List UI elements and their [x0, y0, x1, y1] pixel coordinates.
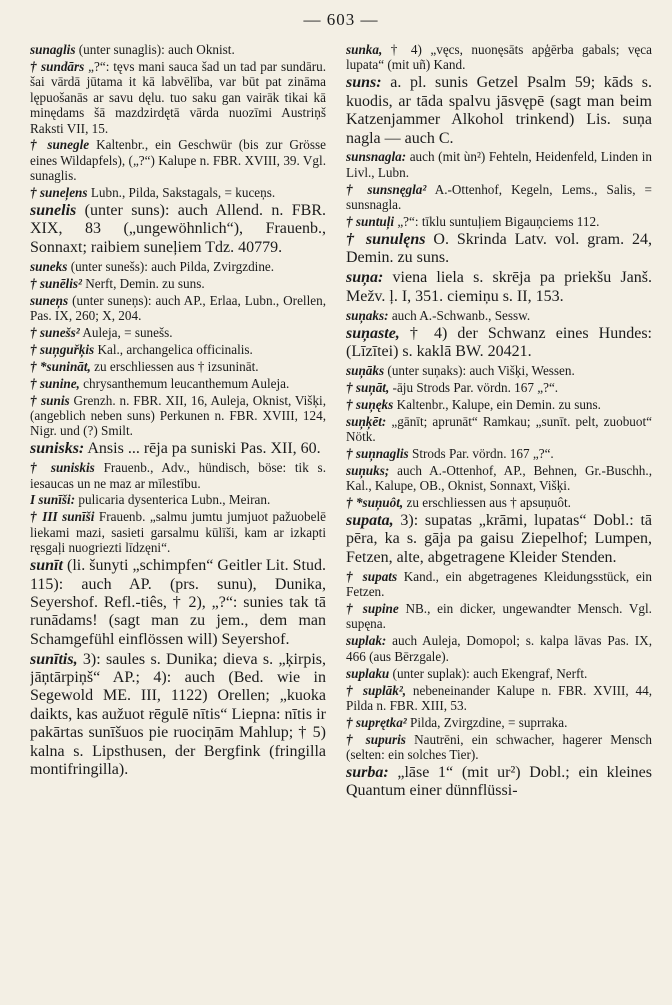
entry-definition: Grenzh. n. FBR. XII, 16, Auleja, Oknist, Višķi, (angeblich neben suns) Perkunen n. FBR. XVIII, 124, Nigr. und (?) Smilt.: [30, 392, 326, 439]
entry-headword: † sunsnęgla²: [346, 181, 427, 197]
entry-definition: Frauenb. „salmu jumtu jumjuot pažuobelē liekami mazi, sasieti garsalmu kūlīši, kam ar izkapti ręsgaļi nuogriezti līdzęni“.: [30, 509, 326, 556]
dictionary-entry: [30, 440, 326, 458]
entry-definition: Auleja, = sunešs.: [79, 324, 173, 340]
dictionary-entry: [346, 683, 652, 714]
dictionary-entry: [346, 182, 652, 213]
right-column: [346, 42, 652, 1002]
dictionary-entry: [346, 495, 652, 510]
dictionary-entry: [346, 569, 652, 600]
entry-headword: † sunulęns: [346, 230, 426, 248]
entry-definition: Nerft, Demin. zu suns.: [81, 275, 205, 291]
entry-headword: † suprętka²: [346, 714, 407, 730]
entry-headword: suplak:: [346, 633, 387, 649]
entry-headword: † suņnaglis: [346, 445, 409, 461]
entry-definition: „?“: tīklu suntuļiem Bigauņciems 112.: [394, 214, 600, 230]
entry-headword: † suņāt,: [346, 379, 390, 395]
dictionary-entry: [30, 42, 326, 57]
entry-definition: auch Auleja, Domopol; s. kalpa lāvas Pas. IX, 466 (aus Bērzgale).: [346, 633, 652, 664]
dictionary-entry: [30, 325, 326, 340]
entry-definition: (unter suns): auch Allend. n. FBR. XIX, 83 („ungewöhnlich“), Frauenb., Sonnaxt; raibiem suneļiem Tdz. 40779.: [30, 202, 326, 256]
entry-definition: (unter suplak): auch Ekengraf, Nerft.: [389, 665, 588, 681]
dictionary-entry: [30, 509, 326, 555]
entry-definition: chrysanthemum leucanthemum Auleja.: [79, 375, 290, 391]
dictionary-entry: [346, 380, 652, 395]
entry-headword: suņa:: [346, 269, 384, 287]
entry-headword: suņaste,: [346, 324, 400, 342]
dictionary-entry: [346, 666, 652, 681]
entry-definition: Kaltenbr., ein Geschwür (bis zur Grösse eines Wildapfels), („?“) Kalupe n. FBR. XVIII, 39. Vgl. sunaglis.: [30, 137, 326, 184]
entry-definition: a. pl. sunis Getzel Psalm 59; kāds s. kuodis, ar tāda spalvu jāsvępē (sagt man beim Katzenjammer Alkohol trinkend) Lis. suņa nagla — auch C.: [346, 74, 652, 147]
dictionary-entry: [30, 342, 326, 357]
entry-definition: (unter suņaks): auch Višķi, Wessen.: [384, 362, 575, 378]
dictionary-entry: [30, 202, 326, 257]
entry-definition: (li. šunyti „schimpfen“ Geitler Lit. Stud. 115): auch AP. (prs. sunu), Dunika, Seyershof. Refl.-tiês, † 2), „?“: sunies tak tā runādams! (sagt man zu jem., dem man Schamgefühl einflössen will) Seyershof.: [30, 557, 326, 648]
dictionary-entry: [346, 512, 652, 567]
dictionary-entry: [346, 214, 652, 229]
entry-headword: suņaks:: [346, 307, 389, 323]
dictionary-entry: [346, 715, 652, 730]
dictionary-entry: [346, 149, 652, 180]
entry-headword: sunisks:: [30, 440, 85, 458]
entry-headword: † III sunīši: [30, 509, 95, 525]
entry-headword: † sunēlis²: [30, 275, 82, 291]
dictionary-entry: [346, 397, 652, 412]
dictionary-entry: [346, 414, 652, 445]
entry-headword: † sunegle: [30, 137, 90, 153]
entry-definition: „?“: tęvs mani sauca šad un tad par sundāru. šai vārdā jūtama it kā labvēlība, var būt pat zināma lępuošanās ar savu dęlu. tuo saku gan vairāk tikai kā minędams šā mazdzirdętā vārda nuozīmi Austriņš Raksti VII, 15.: [30, 58, 326, 136]
dictionary-entry: [346, 231, 652, 268]
dictionary-entry: [346, 601, 652, 632]
page-number: — 603 —: [303, 10, 379, 29]
entry-definition: Nautrēni, ein schwacher, hagerer Mensch (selten: ein solches Tier).: [346, 731, 652, 763]
entry-definition: (unter suneņs): auch AP., Erlaa, Lubn., Orellen, Pas. IX, 260; X, 204.: [30, 292, 326, 323]
entry-definition: † 4) „vęcs, nuonęsāts apģērba gabals; vęca lupata“ (mit uñ) Kand.: [346, 42, 652, 73]
entry-definition: Ansis ... rēja pa suniski Pas. XII, 60.: [84, 440, 321, 458]
entry-definition: „gānīt; aprunāt“ Ramkau; „sunīt. pelt, zuobuot“ Nötk.: [346, 413, 652, 444]
dictionary-entry: [346, 446, 652, 461]
dictionary-entry: [30, 460, 326, 491]
dictionary-entry: [346, 363, 652, 378]
dictionary-entry: [346, 764, 652, 801]
entry-definition: 3): supatas „krāmi, lupatas“ Dobl.: tā pēra, ka s. gāja pa gaisu Ziepelhof; Lumpen, Fetzen, alte, abgetragene Kleider Stenden.: [346, 511, 652, 566]
entry-headword: † sunis: [30, 392, 70, 408]
entry-headword: suplaku: [346, 665, 390, 681]
entry-headword: † suneļens: [30, 185, 88, 201]
entry-definition: Strods Par. vördn. 167 „?“.: [408, 445, 554, 461]
entry-headword: † suņęks: [346, 396, 394, 412]
entry-definition: auch A.-Schwanb., Sessw.: [388, 307, 531, 323]
entry-definition: pulicaria dysenterica Lubn., Meiran.: [75, 492, 271, 508]
entry-headword: † supuris: [346, 731, 406, 747]
entry-definition: Pilda, Zvirgzdine, = suprraka.: [406, 714, 568, 730]
entry-definition: O. Skrinda Latv. vol. gram. 24, Demin. zu suns.: [346, 230, 652, 267]
entry-headword: suns:: [346, 74, 382, 92]
entry-headword: surba:: [346, 764, 389, 782]
dictionary-entry: [346, 633, 652, 664]
entry-definition: Lubn., Pilda, Sakstagals, = kuceņs.: [87, 185, 276, 201]
entry-headword: † supine: [346, 601, 399, 616]
entry-headword: † suplāk²,: [346, 682, 407, 698]
entry-definition: nebeneinander Kalupe n. FBR. XVIII, 44, Pilda n. FBR. XIII, 53.: [346, 682, 652, 713]
entry-headword: sunītis,: [30, 650, 78, 668]
entry-definition: „lāse 1“ (mit ur²) Dobl.; ein kleines Quantum einer dünnflüssi-: [346, 764, 652, 800]
left-column: [30, 42, 326, 1002]
entry-headword: I sunīši:: [30, 492, 76, 508]
entry-definition: Kand., ein abgetragenes Kleidungsstück, ein Fetzen.: [346, 568, 652, 600]
entry-definition: Kal., archangelica officinalis.: [94, 341, 253, 357]
dictionary-entry: [30, 137, 326, 183]
entry-definition: zu erschliessen aus † izsunināt.: [90, 358, 259, 374]
entry-headword: sunaglis: [30, 42, 76, 57]
entry-definition: Kaltenbr., Kalupe, ein Demin. zu suns.: [393, 396, 601, 412]
dictionary-entry: [346, 42, 652, 73]
entry-definition: A.-Ottenhof, Kegeln, Lems., Salis, = sunsnagla.: [346, 181, 652, 213]
columns: [30, 42, 652, 1002]
entry-definition: -āju Strods Par. vördn. 167 „?“.: [389, 379, 559, 395]
entry-headword: † suņguřķis: [30, 341, 95, 357]
entry-headword: sunka,: [346, 42, 383, 57]
dictionary-entry: [346, 463, 652, 494]
entry-headword: † sunine,: [30, 375, 80, 391]
entry-definition: viena liela s. skrēja pa priekšu Janš. Mežv. ļ. I, 351. ciemiņu s. II, 153.: [346, 269, 652, 305]
entry-definition: † 4) der Schwanz eines Hundes: (Līzītei) s. kaklā BW. 20421.: [346, 324, 652, 360]
dictionary-entry: [30, 276, 326, 291]
entry-headword: suneks: [30, 258, 68, 274]
dictionary-entry: [346, 308, 652, 323]
entry-headword: † *suņuôt,: [346, 495, 404, 511]
entry-headword: suņķēt:: [346, 413, 387, 429]
dictionary-entry: [30, 185, 326, 200]
entry-definition: Frauenb., Adv., hündisch, böse: tik s. iesaucas un ne maz ar mīlestību.: [30, 460, 326, 491]
dictionary-entry: [30, 651, 326, 780]
entry-headword: sunelis: [30, 202, 77, 220]
dictionary-entry: [346, 732, 652, 763]
dictionary-entry: [30, 376, 326, 391]
entry-definition: NB., ein dicker, ungewandter Mensch. Vgl. supęna.: [346, 601, 652, 632]
dictionary-entry: [346, 325, 652, 362]
dictionary-entry: [30, 293, 326, 324]
entry-definition: zu erschliessen aus † apsuņuôt.: [403, 495, 571, 511]
entry-headword: suneņs: [30, 292, 69, 308]
entry-headword: † supats: [346, 568, 398, 584]
dictionary-entry: [346, 269, 652, 306]
entry-headword: sunīt: [30, 557, 63, 575]
dictionary-entry: [30, 359, 326, 374]
dictionary-entry: [30, 59, 326, 136]
entry-headword: suņāks: [346, 362, 385, 378]
entry-headword: † sunešs²: [30, 324, 80, 340]
entry-headword: † *sunināt,: [30, 358, 91, 374]
entry-headword: suņuks;: [346, 462, 390, 478]
entry-definition: (unter sunaglis): auch Oknist.: [75, 42, 235, 57]
entry-headword: † sundārs: [30, 58, 85, 74]
entry-headword: † suniskis: [30, 460, 95, 476]
dictionary-entry: [30, 557, 326, 649]
dictionary-entry: [30, 492, 326, 507]
entry-definition: 3): saules s. Dunika; dieva s. „ķirpis, jāņtārpiņš“ AP.; 4): auch (Bed. wie in Segewold ME. III, 1122) Orellen; „kuoka daikts, kas aužuot rēgulē nītis“ Liepna: nītis ir pakārtas sunīšuos pie ruociņām Mahlup; † 5) kalna s. Lipsthusen, der Bergfink (fringilla montifringilla).: [30, 650, 326, 779]
entry-definition: auch (mit ùn²) Fehteln, Heidenfeld, Linden in Livl., Lubn.: [346, 149, 652, 180]
dictionary-entry: [30, 393, 326, 439]
dictionary-entry: [346, 74, 652, 148]
entry-headword: † suntuļi: [346, 214, 395, 230]
entry-definition: auch A.-Ottenhof, AP., Behnen, Gr.-Buschh., Kal., Kalupe, OB., Oknist, Sonnaxt, Višķi.: [346, 462, 652, 494]
entry-headword: sunsnagla:: [346, 149, 407, 165]
dictionary-entry: [30, 259, 326, 274]
entry-definition: (unter sunešs): auch Pilda, Zvirgzdine.: [67, 258, 275, 274]
entry-headword: supata,: [346, 511, 394, 529]
